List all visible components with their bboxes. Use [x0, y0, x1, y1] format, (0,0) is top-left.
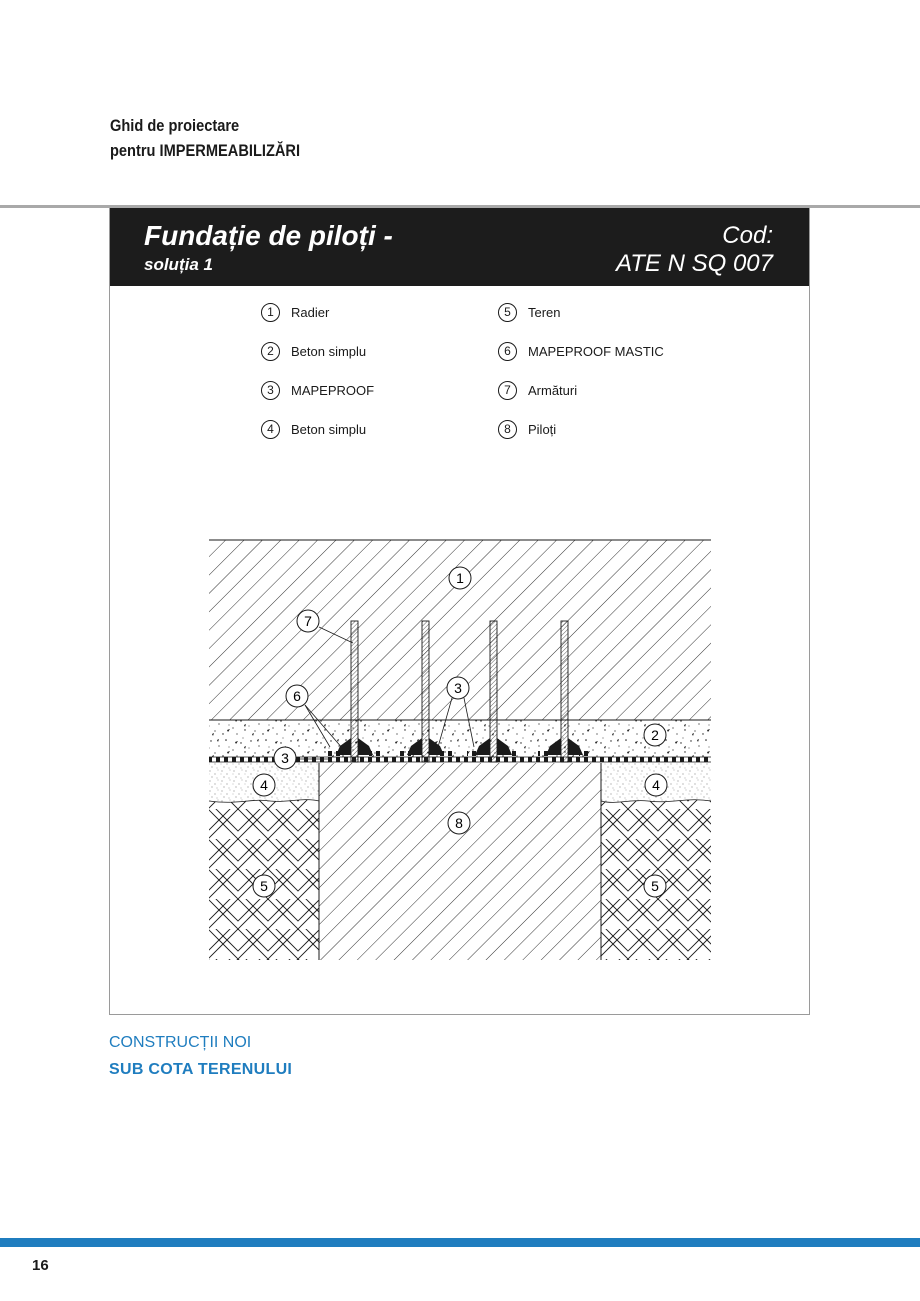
- legend-item: [498, 302, 561, 322]
- legend-number: 1: [261, 303, 280, 322]
- legend-label: MAPEPROOF MASTIC: [528, 343, 664, 359]
- page-title: Fundație de piloți -: [144, 220, 393, 251]
- callout-3-left: [274, 747, 296, 769]
- foundation-section-drawing: [208, 539, 712, 961]
- callout-5-right: [644, 875, 666, 897]
- legend-number: 7: [498, 381, 517, 400]
- legend-number: 3: [261, 381, 280, 400]
- pile: [319, 763, 601, 960]
- legend-label: MAPEPROOF: [291, 382, 375, 398]
- document-header: [110, 113, 300, 163]
- legend-label: Radier: [291, 304, 330, 320]
- legend-item: [498, 380, 577, 400]
- callout-4-left: [253, 774, 275, 796]
- legend-label: Beton simplu: [291, 421, 367, 437]
- footer-band: [0, 1238, 920, 1247]
- callout-8: [448, 812, 470, 834]
- legend-number: 2: [261, 342, 280, 361]
- rebar: [422, 621, 429, 762]
- callout-3: [447, 677, 469, 699]
- callout-7: [297, 610, 319, 632]
- legend-label: Armături: [528, 382, 578, 398]
- svg-text:3: 3: [454, 680, 462, 696]
- rebar: [490, 621, 497, 762]
- svg-text:3: 3: [281, 750, 289, 766]
- svg-text:8: 8: [455, 815, 463, 831]
- page-number: 16: [32, 1257, 49, 1274]
- code-value: ATE N SQ 007: [616, 250, 773, 277]
- legend-item: [498, 341, 664, 361]
- page-subtitle: soluția 1: [144, 255, 213, 274]
- legend-number: 5: [498, 303, 517, 322]
- svg-text:2: 2: [651, 727, 659, 743]
- svg-text:1: 1: [456, 570, 464, 586]
- legend-item: [261, 302, 329, 322]
- callout-1: [449, 567, 471, 589]
- legend-label: Teren: [528, 304, 561, 320]
- svg-text:4: 4: [260, 777, 268, 793]
- legend-number: 6: [498, 342, 517, 361]
- legend-item: [261, 341, 366, 361]
- code-label: Cod:: [722, 222, 773, 249]
- legend-label: Piloți: [528, 421, 557, 437]
- legend-item: [261, 419, 366, 439]
- svg-text:4: 4: [652, 777, 660, 793]
- svg-text:5: 5: [260, 878, 268, 894]
- rebar: [561, 621, 568, 762]
- svg-text:7: 7: [304, 613, 312, 629]
- legend-number: 8: [498, 420, 517, 439]
- legend-item: [261, 380, 374, 400]
- callout-4-right: [645, 774, 667, 796]
- legend-number: 4: [261, 420, 280, 439]
- section-category: CONSTRUCȚII NOI: [109, 1034, 252, 1051]
- header-line-2: pentru IMPERMEABILIZĂRI: [110, 141, 301, 160]
- callout-6: [286, 685, 308, 707]
- legend-item: [498, 419, 556, 439]
- legend-label: Beton simplu: [291, 343, 367, 359]
- header-line-1: Ghid de proiectare: [110, 116, 240, 135]
- callout-5-left: [253, 875, 275, 897]
- callout-2: [644, 724, 666, 746]
- title-bar: [110, 208, 809, 286]
- svg-text:6: 6: [293, 688, 301, 704]
- svg-text:5: 5: [651, 878, 659, 894]
- section-subcategory: SUB COTA TERENULUI: [109, 1061, 293, 1078]
